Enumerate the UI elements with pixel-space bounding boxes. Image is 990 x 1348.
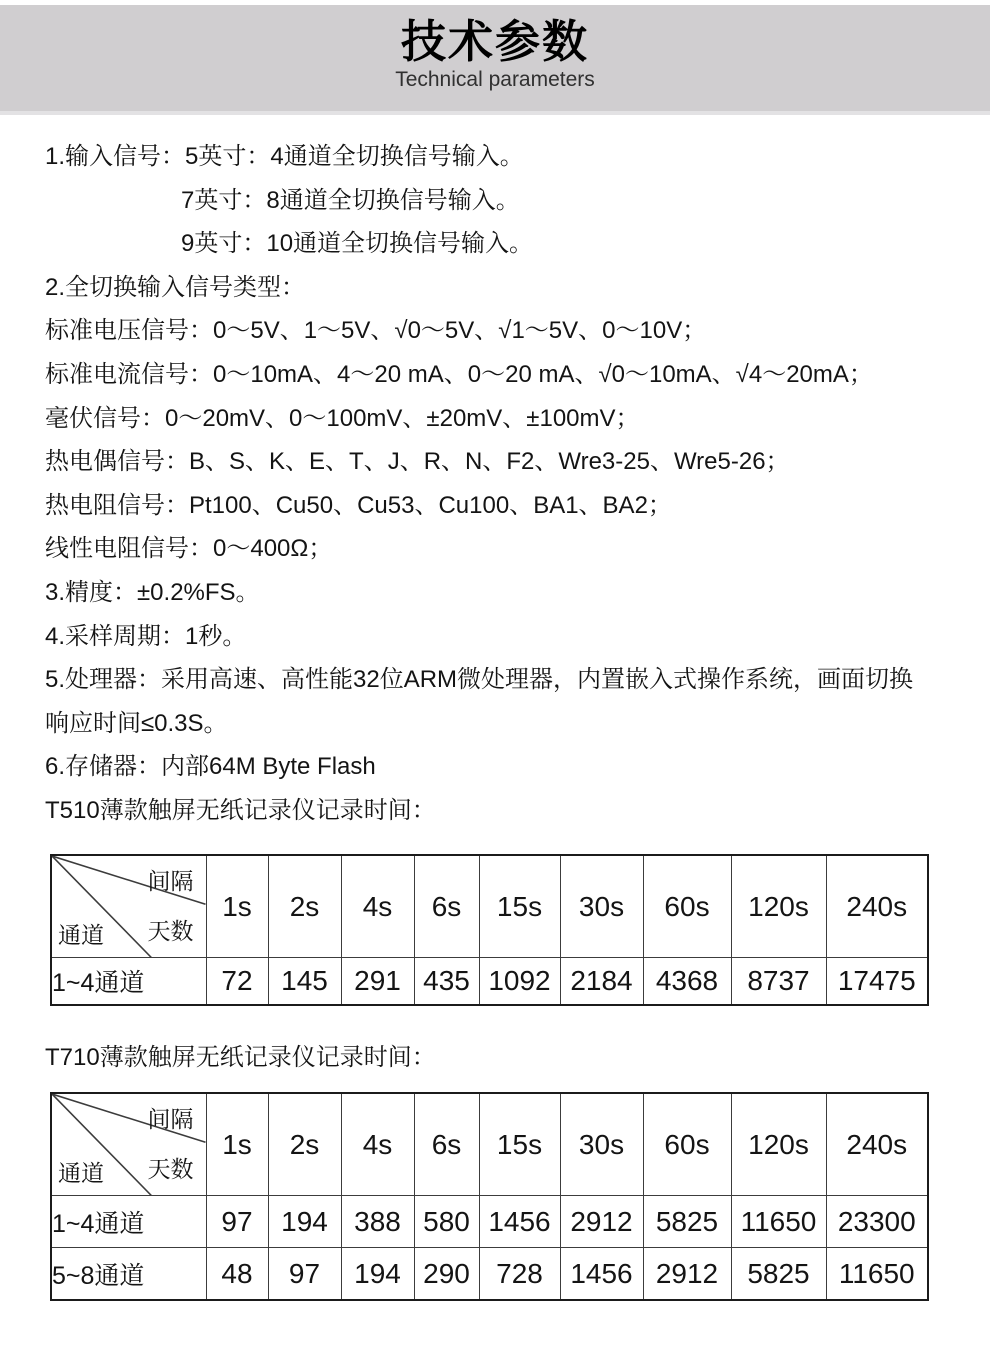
t710-col-header: 240s: [826, 1093, 928, 1196]
t710-col-header: 60s: [643, 1093, 731, 1196]
header-band: [0, 5, 990, 115]
t510-table-row: [51, 958, 928, 1005]
t510-value-cell: 17475: [826, 958, 928, 1005]
t710-value-cell: 728: [479, 1248, 560, 1300]
spec-line-memory: 6.存储器：内部64M Byte Flash: [45, 753, 376, 781]
t710-value-cell: 48: [206, 1248, 268, 1300]
spec-line-response-time: 响应时间≤0.3S。: [45, 709, 228, 737]
t510-col-header: 15s: [479, 855, 560, 958]
spec-content: [0, 115, 990, 1301]
t710-value-cell: 5825: [731, 1248, 826, 1300]
spec-line-processor: 5.处理器：采用高速、高性能32位ARM微处理器，内置嵌入式操作系统，画面切换: [45, 666, 914, 694]
t710-recording-table: [50, 1092, 929, 1301]
t510-col-header: 30s: [560, 855, 643, 958]
t510-col-header: 4s: [341, 855, 414, 958]
t510-table-caption: T510薄款触屏无纸记录仪记录时间：: [45, 796, 436, 824]
t510-value-cell: 435: [414, 958, 479, 1005]
corner-label-days: 天数: [147, 1155, 194, 1182]
t710-value-cell: 1456: [479, 1196, 560, 1248]
t710-row-label: 5~8通道: [51, 1248, 206, 1300]
t710-value-cell: 11650: [731, 1196, 826, 1248]
t510-row-label: 1~4通道: [51, 958, 206, 1005]
corner-label-channel: 通道: [58, 1160, 104, 1187]
t710-value-cell: 194: [268, 1196, 341, 1248]
t710-corner-cell: [51, 1093, 206, 1196]
t710-col-header: 30s: [560, 1093, 643, 1196]
t710-col-header: 15s: [479, 1093, 560, 1196]
corner-label-interval: 间隔: [147, 867, 194, 894]
t710-value-cell: 1456: [560, 1248, 643, 1300]
t510-value-cell: 2184: [560, 958, 643, 1005]
spec-line-7inch: 7英寸：8通道全切换信号输入。: [181, 186, 520, 214]
spec-line-accuracy: 3.精度：±0.2%FS。: [45, 578, 260, 606]
t510-corner-cell: [51, 855, 206, 958]
spec-line-input-signal: 1.输入信号：5英寸：4通道全切换信号输入。: [45, 143, 524, 170]
t710-table-caption: T710薄款触屏无纸记录仪记录时间：: [45, 1043, 436, 1071]
spec-line-current: 标准电流信号：0～10mA、4～20 mA、0～20 mA、√0～10mA、√4～20mA；: [45, 360, 873, 388]
corner-label-channel: 通道: [58, 922, 104, 949]
spec-line-sampling-period: 4.采样周期：1秒。: [45, 622, 247, 650]
t510-col-header: 120s: [731, 855, 826, 958]
t710-col-header: 4s: [341, 1093, 414, 1196]
t510-col-header: 2s: [268, 855, 341, 958]
t510-value-cell: 291: [341, 958, 414, 1005]
t710-value-cell: 290: [414, 1248, 479, 1300]
spec-line-millivolt: 毫伏信号：0～20mV、0～100mV、±20mV、±100mV；: [45, 404, 640, 432]
t710-value-cell: 5825: [643, 1196, 731, 1248]
t710-col-header: 120s: [731, 1093, 826, 1196]
t510-col-header: 240s: [826, 855, 928, 958]
spec-line-9inch: 9英寸：10通道全切换信号输入。: [181, 230, 534, 258]
spec-line-linear-resistance: 线性电阻信号：0～400Ω；: [45, 535, 333, 563]
t710-value-cell: 388: [341, 1196, 414, 1248]
t710-value-cell: 580: [414, 1196, 479, 1248]
t510-value-cell: 145: [268, 958, 341, 1005]
t510-col-header: 60s: [643, 855, 731, 958]
t510-value-cell: 72: [206, 958, 268, 1005]
t710-col-header: 2s: [268, 1093, 341, 1196]
t710-value-cell: 2912: [560, 1196, 643, 1248]
page-subtitle: Technical parameters: [395, 68, 595, 92]
t510-recording-table: [50, 854, 929, 1006]
t510-value-cell: 4368: [643, 958, 731, 1005]
t510-col-header: 6s: [414, 855, 479, 958]
t710-value-cell: 2912: [643, 1248, 731, 1300]
corner-label-interval: 间隔: [147, 1105, 194, 1132]
t710-row-label: 1~4通道: [51, 1196, 206, 1248]
t710-table-row: [51, 1196, 928, 1248]
t710-col-header: 1s: [206, 1093, 268, 1196]
spec-line-signal-types: 2.全切换输入信号类型：: [45, 273, 306, 301]
corner-label-days: 天数: [147, 917, 194, 944]
t710-value-cell: 97: [206, 1196, 268, 1248]
t510-col-header: 1s: [206, 855, 268, 958]
t510-value-cell: 1092: [479, 958, 560, 1005]
t710-value-cell: 23300: [826, 1196, 928, 1248]
spec-line-thermocouple: 热电偶信号：B、S、K、E、T、J、R、N、F2、Wre3-25、Wre5-26；: [45, 448, 790, 476]
t510-value-cell: 8737: [731, 958, 826, 1005]
page-title: 技术参数: [400, 16, 589, 67]
t710-value-cell: 97: [268, 1248, 341, 1300]
t710-value-cell: 11650: [826, 1248, 928, 1300]
spec-line-rtd: 热电阻信号：Pt100、Cu50、Cu53、Cu100、BA1、BA2；: [45, 491, 672, 519]
spec-line-voltage: 标准电压信号：0～5V、1～5V、√0～5V、√1～5V、0～10V；: [45, 317, 707, 345]
t710-table-row: [51, 1248, 928, 1300]
t710-col-header: 6s: [414, 1093, 479, 1196]
t710-value-cell: 194: [341, 1248, 414, 1300]
